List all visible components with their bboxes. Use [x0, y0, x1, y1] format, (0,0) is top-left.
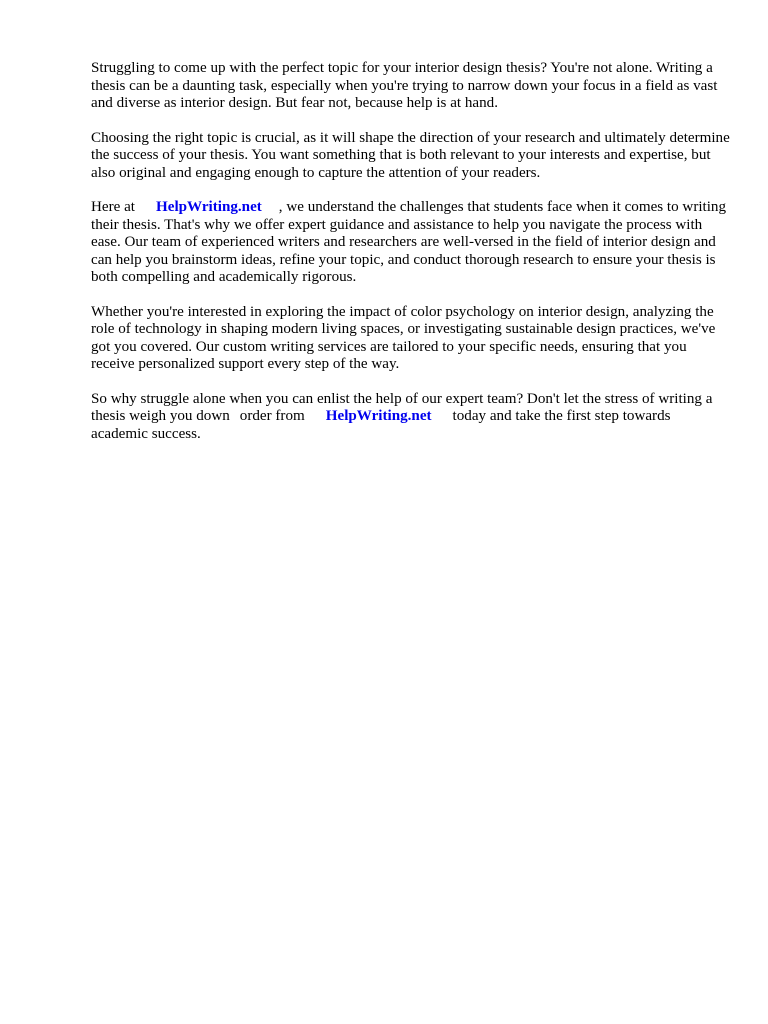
paragraph-text: So why struggle alone when you can enlist the help of our expert team? Don't let the stress of writing a thesis weigh you down [91, 390, 713, 424]
paragraph-text: today and take the first step towards academic success. [91, 408, 671, 442]
helpwriting-link[interactable]: HelpWriting.net [325, 408, 432, 424]
paragraph-text: , we understand the challenges that students face when it comes to writing their thesis. That's why we offer expert guidance and assistance to help you navigate the process with ease. Our team of experienced writers and researchers are well-versed in the field of interior design and can help you brainstorm ideas, refine your topic, and conduct thorough research to ensure your thesis is both compelling and academically rigorous. [91, 199, 727, 285]
paragraph-topics: Whether you're interested in exploring the impact of color psychology on interior design, analyzing the role of technology in shaping modern living spaces, or investigating sustainable design practices, we've got you covered. Our custom writing services are tailored to your specific needs, ensuring that you receive personalized support every step of the way. [91, 303, 716, 372]
paragraph-choosing-topic: Choosing the right topic is crucial, as it will shape the direction of your research and ultimately determine the success of your thesis. You want something that is both relevant to your interests and expertise, but also original and engaging enough to capture the attention of your readers. [91, 129, 730, 181]
paragraph-text: order from [239, 408, 305, 424]
paragraph-intro: Struggling to come up with the perfect topic for your interior design thesis? You're not alone. Writing a thesis can be a daunting task, especially when you're trying to narrow down your focus in a field as vast and diverse as interior design. But fear not, because help is at hand. [91, 60, 718, 111]
paragraph-call-to-action [91, 391, 731, 444]
paragraph-about-service [91, 199, 731, 287]
paragraph-text: Here at [91, 199, 135, 215]
document-body [91, 60, 731, 460]
helpwriting-link[interactable]: HelpWriting.net [156, 199, 262, 215]
